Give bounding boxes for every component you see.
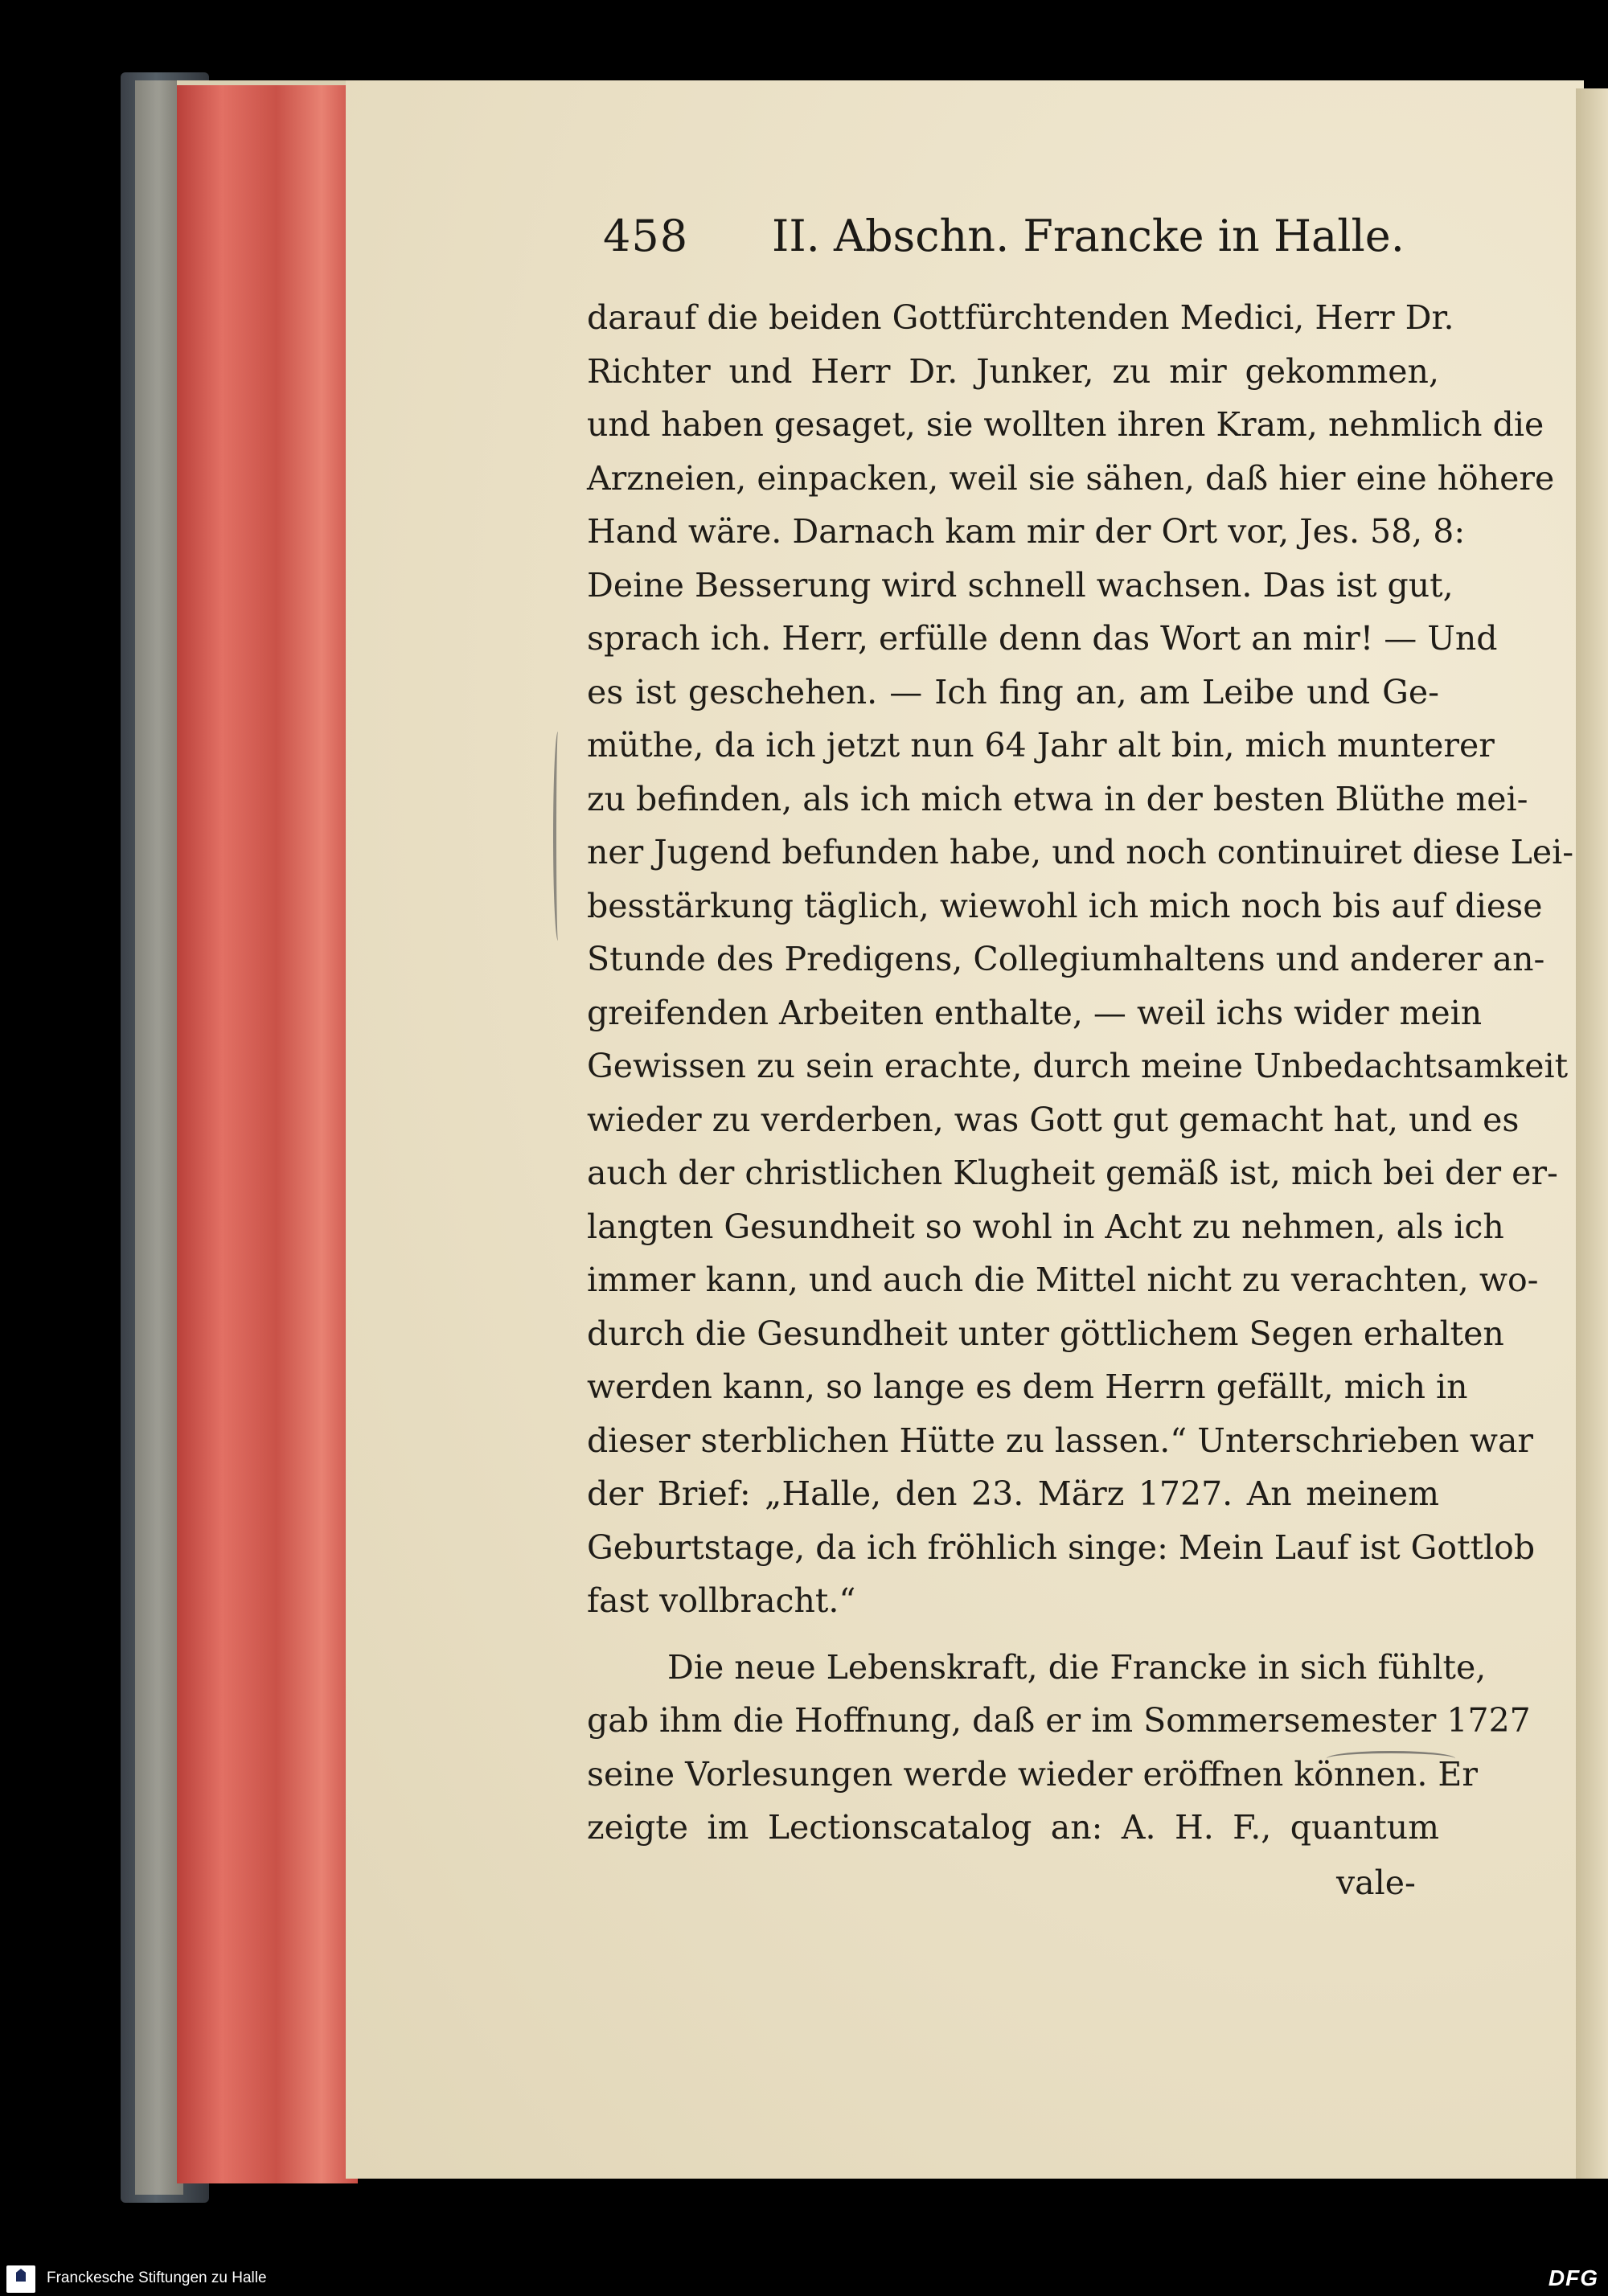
text-line: und haben gesaget, sie wollten ihren Kram, nehmlich die bbox=[587, 405, 1544, 444]
text-line: gab ihm die Hoffnung, daß er im Sommersemester 1727 bbox=[587, 1701, 1531, 1740]
text-line: langten Gesundheit so wohl in Acht zu nehmen, als ich bbox=[587, 1207, 1504, 1246]
text-line: zu befinden, als ich mich etwa in der besten Blüthe mei- bbox=[587, 779, 1528, 818]
text-line: Arzneien, einpacken, weil sie sähen, daß hier eine höhere bbox=[587, 458, 1555, 498]
text-line: greifenden Arbeiten enthalte, — weil ichs wider mein bbox=[587, 993, 1483, 1032]
text-line: dieser sterblichen Hütte zu lassen.“ Unterschrieben war bbox=[587, 1421, 1534, 1460]
text-line: sprach ich. Herr, erfülle denn das Wort an mir! — Und bbox=[587, 619, 1498, 658]
catchword: vale- bbox=[1336, 1863, 1416, 1902]
facing-page-edge bbox=[1576, 88, 1608, 2179]
text-line: darauf die beiden Gottfürchtenden Medici, Herr Dr. bbox=[587, 298, 1454, 337]
text-line: Richter und Herr Dr. Junker, zu mir gekommen, bbox=[587, 351, 1439, 391]
text-line: besstärkung täglich, wiewohl ich mich noch bis auf diese bbox=[587, 886, 1543, 925]
text-line: ner Jugend befunden habe, und noch continuiret diese Lei- bbox=[587, 833, 1574, 871]
paragraph-first-line: Die neue Lebenskraft, die Francke in sich fühlte, bbox=[667, 1647, 1487, 1687]
text-line: Hand wäre. Darnach kam mir der Ort vor, Jes. 58, 8: bbox=[587, 512, 1466, 551]
page-header bbox=[603, 211, 1423, 267]
running-title: II. Abschn. Francke in Halle. bbox=[772, 211, 1405, 261]
text-line: werden kann, so lange es dem Herrn gefällt, mich in bbox=[587, 1367, 1468, 1406]
text-line: durch die Gesundheit unter göttlichem Segen erhalten bbox=[587, 1314, 1504, 1353]
text-line: zeigte im Lectionscatalog an: A. H. F., quantum bbox=[587, 1808, 1439, 1847]
text-line: Deine Besserung wird schnell wachsen. Das ist gut, bbox=[587, 565, 1454, 605]
text-line: seine Vorlesungen werde wieder eröffnen können. Er bbox=[587, 1754, 1478, 1794]
page-number: 458 bbox=[603, 211, 689, 261]
text-line: wieder zu verderben, was Gott gut gemacht hat, und es bbox=[587, 1100, 1520, 1139]
text-line: der Brief: „Halle, den 23. März 1727. An meinem bbox=[587, 1474, 1439, 1513]
institution-logo-icon bbox=[6, 2265, 35, 2293]
text-line: immer kann, und auch die Mittel nicht zu verachten, wo- bbox=[587, 1261, 1539, 1299]
text-line: Gewissen zu sein erachte, durch meine Unbedachtsamkeit bbox=[587, 1047, 1569, 1085]
text-line: müthe, da ich jetzt nun 64 Jahr alt bin, mich munterer bbox=[587, 726, 1495, 765]
text-line: auch der christlichen Klugheit gemäß ist, mich bei der er- bbox=[587, 1154, 1558, 1192]
text-line: fast vollbracht.“ bbox=[587, 1581, 856, 1620]
text-line: es ist geschehen. — Ich fing an, am Leibe und Ge- bbox=[587, 672, 1439, 711]
pencil-margin-mark bbox=[553, 732, 563, 941]
cover-edge bbox=[135, 80, 183, 2195]
page-edges-red bbox=[177, 80, 358, 2183]
text-line: Geburtstage, da ich fröhlich singe: Mein Lauf ist Gottlob bbox=[587, 1527, 1536, 1567]
viewer-footer bbox=[0, 2261, 1608, 2296]
text-line: Stunde des Predigens, Collegiumhaltens und anderer an- bbox=[587, 940, 1545, 978]
dfg-logo: DFG bbox=[1548, 2265, 1598, 2290]
institution-name: Franckesche Stiftungen zu Halle bbox=[47, 2269, 267, 2286]
text-body bbox=[587, 291, 1574, 1855]
